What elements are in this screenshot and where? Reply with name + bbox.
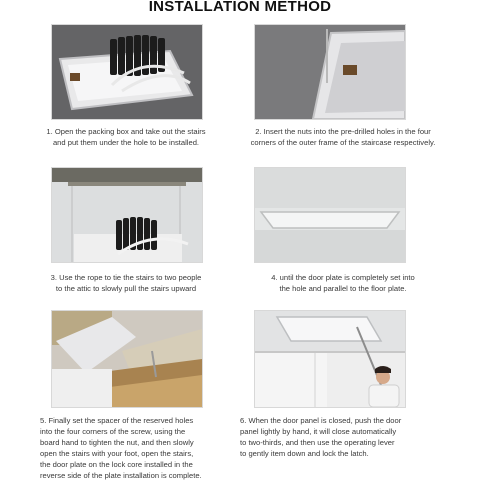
step-1-line-1: 1. Open the packing box and take out the stairs	[46, 127, 206, 136]
step-4-line-1: 4. until the door plate is completely set into	[271, 273, 415, 282]
step-3-line-1: 3. Use the rope to tie the stairs to two people	[50, 273, 202, 282]
step-5-line-1: 5. Finally set the spacer of the reserved holes	[40, 416, 194, 425]
step-3-caption	[40, 272, 212, 294]
step-5-line-3: board hand to tighten the nut, and then slowly	[40, 438, 194, 447]
step-5-photo	[51, 310, 203, 408]
step-1-line-2: and put them under the hole to be installed.	[52, 138, 200, 147]
step-6-photo	[254, 310, 406, 408]
step-1-caption	[40, 126, 212, 148]
step-2-line-2: corners of the outer frame of the staircase respectively.	[250, 138, 436, 147]
step-6-line-1: 6. When the door panel is closed, push the door	[240, 416, 402, 425]
step-1-photo	[51, 24, 203, 120]
step-5-line-4: open the stairs with your foot, open the stairs,	[40, 449, 194, 458]
step-4-photo	[254, 167, 406, 263]
step-5-line-5: the door plate on the lock core installed in the	[40, 460, 193, 469]
step-3-line-2: to the attic to slowly pull the stairs upward	[55, 284, 197, 293]
step-2-line-1: 2. Insert the nuts into the pre-drilled holes in the four	[255, 127, 431, 136]
step-6-line-4: to gently item down and lock the latch.	[240, 449, 369, 458]
step-6-caption	[240, 415, 445, 459]
step-2-photo	[254, 24, 406, 120]
step-5-line-2: into the four corners of the screw, using the	[40, 427, 186, 436]
step-4-line-2: the hole and parallel to the floor plate.	[279, 284, 407, 293]
step-2-caption	[238, 126, 448, 148]
step-3-photo	[51, 167, 203, 263]
step-6-line-3: to two-thirds, and then use the operating lever	[240, 438, 395, 447]
step-5-line-6: reverse side of the plate installation is complete.	[40, 471, 202, 480]
step-6-line-2: panel lightly by hand, it will close automatically	[240, 427, 397, 436]
page-title: INSTALLATION METHOD	[148, 0, 332, 15]
step-4-caption	[238, 272, 448, 294]
step-5-caption	[40, 415, 215, 481]
